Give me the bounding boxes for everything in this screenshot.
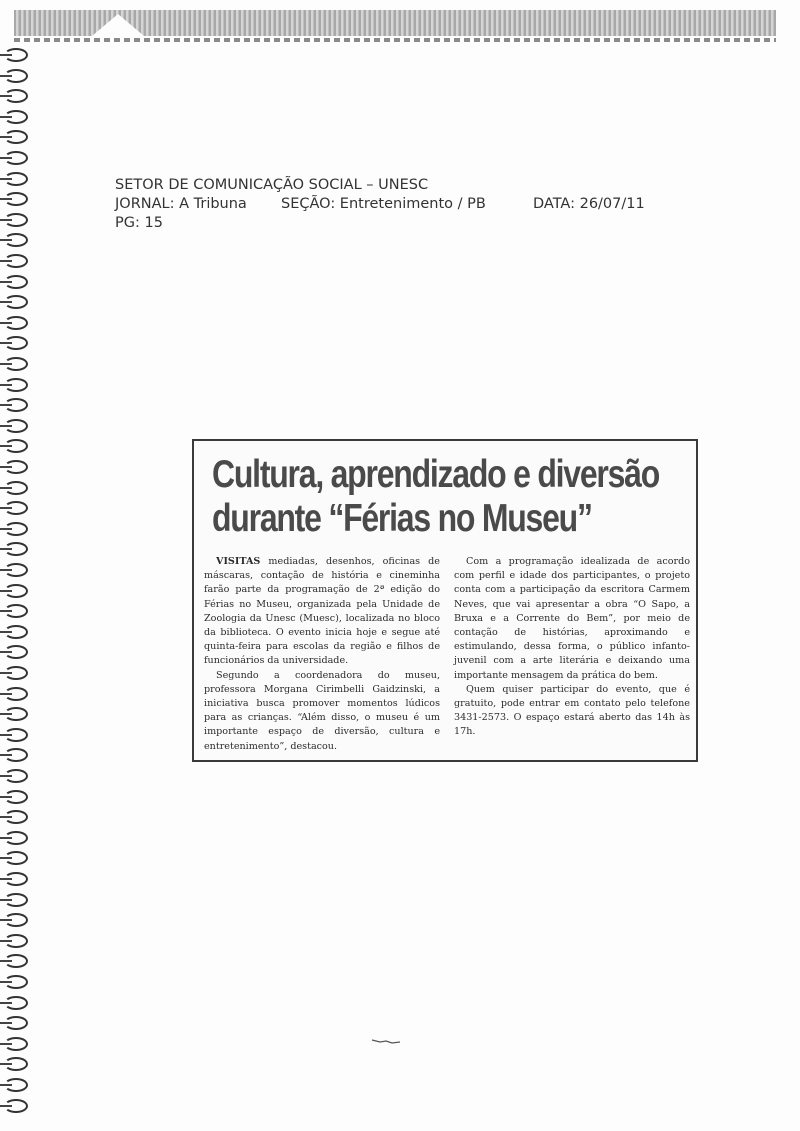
binding-wire: [0, 136, 12, 138]
lead-word: VISITAS: [216, 556, 261, 567]
binding-wire: [0, 610, 12, 612]
article-column-right: [454, 555, 690, 740]
article-paragraph: Quem quiser participar do evento, que é gratuito, pode entrar em contato pelo telefone 3431-2573. O espaço estará aberto das 14h às 17h.: [454, 683, 690, 738]
binding-wire: [0, 384, 12, 386]
binding-wire: [0, 178, 12, 180]
binding-wire: [0, 404, 12, 406]
binding-wire: [0, 239, 12, 241]
binding-wire: [0, 837, 12, 839]
binding-wire: [0, 54, 12, 56]
binding-wire: [0, 219, 12, 221]
article-paragraph: Com a programação idealizada de acordo com perfil e idade dos participantes, o projeto conta com a participação da escritora Carmem Neves, que vai apresentar a obra “O Sapo, a Bruxa e a Corrente do Bem”, por meio de contação de histórias, aproximando e estimulando, dessa forma, o público infanto-juvenil com a arte literária e deixando uma importante mensagem da prática do bem.: [454, 556, 690, 681]
binding-wire: [0, 651, 12, 653]
binding-wire: [0, 1084, 12, 1086]
article-paragraph: VISITAS mediadas, desenhos, oficinas de máscaras, contação de história e cineminha farão parte da programação de 2ª edição do Férias no Museu, organizada pela Unidade de Zoologia da Unesc (Muesc), localizada no bloco da biblioteca. O evento inicia hoje e segue até quinta-feira para escolas da região e filhos de funcionários da universidade.: [204, 556, 440, 667]
binding-wire: [0, 487, 12, 489]
pen-mark: [370, 1036, 404, 1046]
binding-wire: [0, 981, 12, 983]
binding-wire: [0, 1105, 12, 1107]
binding-wire: [0, 569, 12, 571]
binding-wire: [0, 796, 12, 798]
binding-wire: [0, 1022, 12, 1024]
binding-wire: [0, 713, 12, 715]
header-data: DATA: 26/07/11: [533, 196, 645, 212]
binding-wire: [0, 1043, 12, 1045]
binding-wire: [0, 857, 12, 859]
scan-edge-notch: [92, 14, 144, 36]
binding-wire: [0, 899, 12, 901]
binding-wire: [0, 75, 12, 77]
spiral-binding: [0, 48, 36, 1128]
headline-line-2: durante “Férias no Museu”: [212, 497, 592, 540]
binding-wire: [0, 816, 12, 818]
binding-wire: [0, 693, 12, 695]
binding-wire: [0, 157, 12, 159]
binding-wire: [0, 631, 12, 633]
clipping-header: [115, 176, 675, 233]
binding-wire: [0, 1063, 12, 1065]
headline-line-1: Cultura, aprendizado e diversão: [212, 453, 660, 496]
binding-wire: [0, 548, 12, 550]
binding-wire: [0, 116, 12, 118]
binding-wire: [0, 960, 12, 962]
header-meta-row: [115, 195, 675, 214]
binding-wire: [0, 260, 12, 262]
binding-wire: [0, 322, 12, 324]
binding-wire: [0, 528, 12, 530]
binding-wire: [0, 734, 12, 736]
binding-wire: [0, 466, 12, 468]
binding-wire: [0, 1002, 12, 1004]
binding-wire: [0, 672, 12, 674]
newspaper-clipping: [192, 439, 698, 762]
binding-wire: [0, 919, 12, 921]
article-column-left: [204, 555, 440, 754]
binding-wire: [0, 342, 12, 344]
article-headline: [212, 453, 660, 541]
binding-wire: [0, 95, 12, 97]
binding-wire: [0, 281, 12, 283]
header-department: SETOR DE COMUNICAÇÃO SOCIAL – UNESC: [115, 177, 429, 193]
binding-wire: [0, 198, 12, 200]
binding-wire: [0, 445, 12, 447]
header-jornal: JORNAL: A Tribuna: [115, 196, 247, 212]
binding-wire: [0, 363, 12, 365]
header-page: PG: 15: [115, 215, 163, 231]
binding-wire: [0, 301, 12, 303]
binding-wire: [0, 590, 12, 592]
binding-wire: [0, 754, 12, 756]
header-secao: SEÇÃO: Entretenimento / PB: [281, 196, 486, 212]
binding-wire: [0, 507, 12, 509]
binding-wire: [0, 940, 12, 942]
binding-wire: [0, 425, 12, 427]
binding-wire: [0, 775, 12, 777]
article-paragraph: Segundo a coordenadora do museu, professora Morgana Cirimbelli Gaidzinski, a iniciativa busca promover momentos lúdicos para as crianças. “Além disso, o museu é um importante espaço de diversão, cultura e entretenimento”, destacou.: [204, 669, 440, 752]
binding-wire: [0, 878, 12, 880]
